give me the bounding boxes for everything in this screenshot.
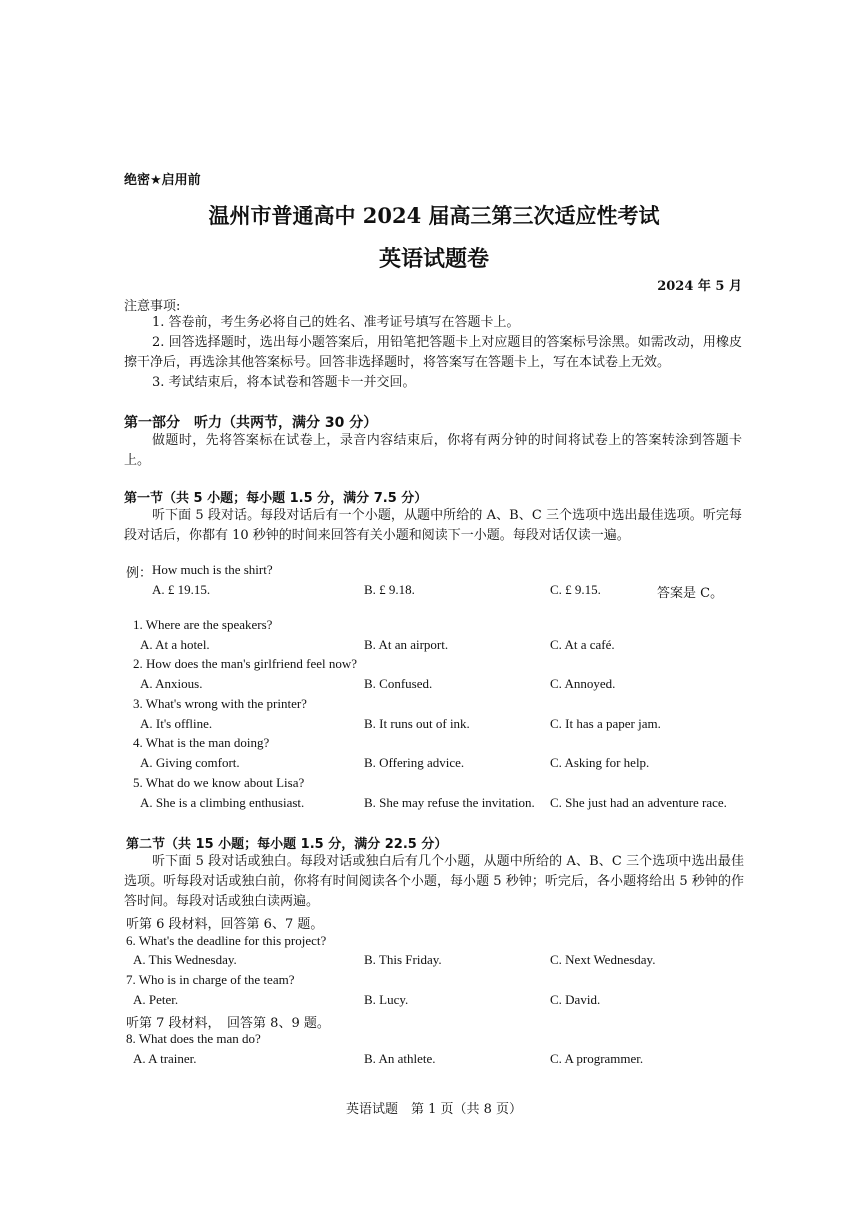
- note-item-3: 3. 考试结束后，将本试卷和答题卡一并交回。: [152, 375, 416, 390]
- section1-intro: 听下面 5 段对话。每段对话后有一个小题，从题中所给的 A、B、C 三个选项中选出最佳选项。听完每段对话后，你都有 10 秒钟的时间来回答有关小题和阅读下一小题。每段对话仅读一遍。: [124, 508, 742, 543]
- q7-option-a: A. Peter.: [133, 992, 179, 1007]
- q1-option-b: B. At an airport.: [364, 637, 449, 652]
- section2-intro: 听下面 5 段对话或独白。每段对话或独白后有几个小题，从题中所给的 A、B、C 三个选项中选出最佳选项。听每段对话或独白前，你将有时间阅读各个小题，每小题 5 秒钟；听完后，各小题将给出 5 秒钟的作答时间。每段对话或独白读两遍。: [124, 854, 744, 909]
- question-8: 8. What does the man do?: [126, 1031, 261, 1046]
- example-answer: 答案是 C。: [657, 586, 724, 601]
- example-label: 例：: [126, 566, 153, 581]
- q6-option-b: B. This Friday.: [364, 952, 442, 967]
- q3-option-a: A. It's offline.: [140, 716, 213, 731]
- question-2: 2. How does the man's girlfriend feel now?: [133, 656, 358, 671]
- exam-subtitle: 英语试题卷: [378, 247, 489, 272]
- section2-heading: 第二节（共 15 小题；每小题 1.5 分，满分 22.5 分）: [126, 837, 448, 852]
- q8-option-c: C. A programmer.: [550, 1051, 644, 1066]
- exam-date: 2024 年 5 月: [657, 279, 742, 294]
- example-option-c: C. £ 9.15.: [550, 582, 601, 597]
- material-6-instruction: 听第 6 段材料，回答第 6、7 题。: [126, 917, 324, 932]
- question-1: 1. Where are the speakers?: [133, 617, 273, 632]
- q3-option-c: C. It has a paper jam.: [550, 716, 661, 731]
- q8-option-a: A. A trainer.: [133, 1051, 197, 1066]
- q6-option-c: C. Next Wednesday.: [550, 952, 656, 967]
- note-item-2: 2. 回答选择题时，选出每小题答案后，用铅笔把答题卡上对应题目的答案标号涂黑。如需改动，用橡皮擦干净后，再选涂其他答案标号。回答非选择题时，将答案写在答题卡上，写在本试卷上无效。: [124, 335, 742, 370]
- exam-title: 温州市普通高中 2024 届高三第三次适应性考试: [208, 203, 660, 228]
- notes-label: 注意事项:: [124, 299, 181, 314]
- q7-option-b: B. Lucy.: [364, 992, 409, 1007]
- q7-option-c: C. David.: [550, 992, 601, 1007]
- question-7: 7. Who is in charge of the team?: [126, 972, 295, 987]
- confidential-label: 绝密★启用前: [124, 173, 201, 188]
- question-3: 3. What's wrong with the printer?: [133, 696, 307, 711]
- example-option-b: B. £ 9.18.: [364, 582, 415, 597]
- example-option-a: A. £ 19.15.: [152, 582, 211, 597]
- part1-heading: 第一部分 听力（共两节，满分 30 分）: [124, 415, 378, 431]
- question-5: 5. What do we know about Lisa?: [133, 775, 305, 790]
- q4-option-a: A. Giving comfort.: [140, 755, 240, 770]
- q5-option-a: A. She is a climbing enthusiast.: [140, 795, 305, 810]
- q2-option-b: B. Confused.: [364, 676, 433, 691]
- q5-option-c: C. She just had an adventure race.: [550, 795, 727, 810]
- q8-option-b: B. An athlete.: [364, 1051, 436, 1066]
- section1-heading: 第一节（共 5 小题；每小题 1.5 分，满分 7.5 分）: [124, 491, 428, 506]
- example-question: How much is the shirt?: [152, 562, 273, 577]
- note-item-1: 1. 答卷前，考生务必将自己的姓名、准考证号填写在答题卡上。: [152, 315, 520, 330]
- q5-option-b: B. She may refuse the invitation.: [364, 795, 535, 810]
- page-footer: 英语试题 第 1 页（共 8 页）: [345, 1102, 523, 1117]
- q2-option-a: A. Anxious.: [140, 676, 203, 691]
- question-6: 6. What's the deadline for this project?: [126, 933, 327, 948]
- question-4: 4. What is the man doing?: [133, 735, 270, 750]
- q1-option-a: A. At a hotel.: [140, 637, 210, 652]
- q6-option-a: A. This Wednesday.: [133, 952, 237, 967]
- q2-option-c: C. Annoyed.: [550, 676, 616, 691]
- q1-option-c: C. At a café.: [550, 637, 615, 652]
- q4-option-b: B. Offering advice.: [364, 755, 465, 770]
- q3-option-b: B. It runs out of ink.: [364, 716, 470, 731]
- q4-option-c: C. Asking for help.: [550, 755, 650, 770]
- part1-intro: 做题时，先将答案标在试卷上，录音内容结束后，你将有两分钟的时间将试卷上的答案转涂到答题卡上。: [124, 433, 742, 468]
- material-7-instruction: 听第 7 段材料， 回答第 8、9 题。: [126, 1016, 330, 1031]
